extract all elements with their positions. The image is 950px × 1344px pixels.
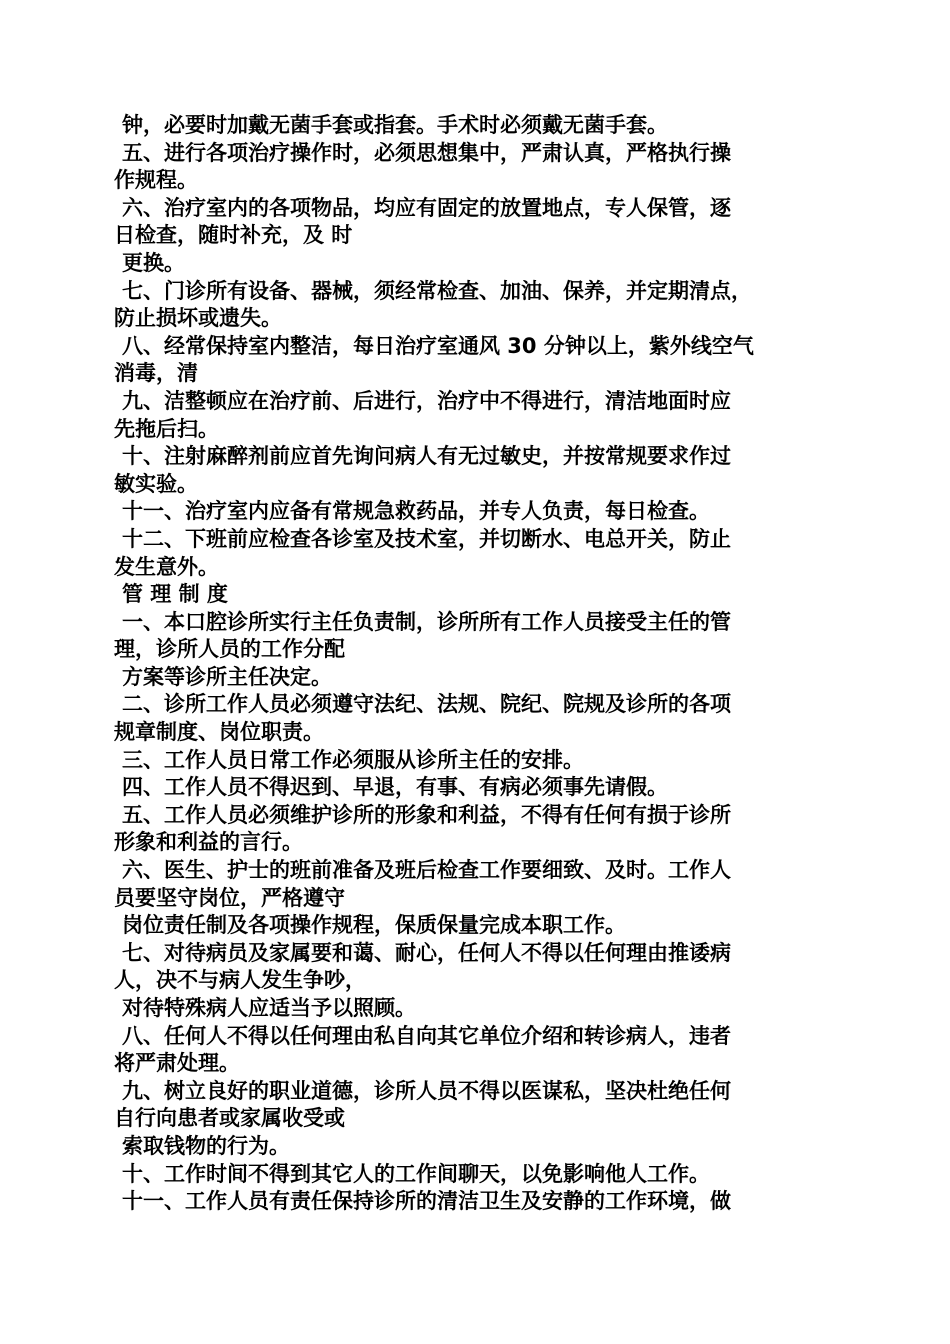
text-line: 一、本口腔诊所实行主任负责制，诊所所有工作人员接受主任的管 xyxy=(122,609,731,634)
text-line: 形象和利益的言行。 xyxy=(114,830,303,855)
text-line: 五、工作人员必须维护诊所的形象和利益，不得有任何有损于诊所 xyxy=(122,802,731,827)
text-line: 敏实验。 xyxy=(114,471,198,496)
text-line: 作规程。 xyxy=(114,168,198,193)
text-line: 十、工作时间不得到其它人的工作间聊天，以免影响他人工作。 xyxy=(122,1161,710,1186)
text-line: 岗位责任制及各项操作规程，保质保量完成本职工作。 xyxy=(122,913,626,938)
text-line: 对待特殊病人应适当予以照顾。 xyxy=(122,996,416,1020)
text-line: 九、树立良好的职业道德，诊所人员不得以医谋私，坚决杜绝任何 xyxy=(122,1078,731,1103)
text-line: 理，诊所人员的工作分配 xyxy=(114,637,345,662)
text-line: 规章制度、岗位职责。 xyxy=(114,720,324,745)
text-line: 员要坚守岗位，严格遵守 xyxy=(114,885,345,910)
text-line: 更换。 xyxy=(122,250,185,275)
text-line: 管 理 制 度 xyxy=(122,582,228,607)
text-line: 十二、下班前应检查各诊室及技术室，并切断水、电总开关，防止 xyxy=(122,526,731,551)
text-line: 八、任何人不得以任何理由私自向其它单位介绍和转诊病人，违者 xyxy=(122,1023,731,1048)
text-line: 将严肃处理。 xyxy=(114,1051,240,1076)
text-line: 发生意外。 xyxy=(114,554,219,579)
text-line: 十一、治疗室内应备有常规急救药品，并专人负责，每日检查。 xyxy=(122,499,710,524)
text-line: 七、门诊所有设备、器械，须经常检查、加油、保养，并定期清点， xyxy=(122,278,752,303)
text-line: 三、工作人员日常工作必须服从诊所主任的安排。 xyxy=(122,747,584,772)
text-line: 九、洁整顿应在治疗前、后进行，治疗中不得进行，清洁地面时应 xyxy=(122,388,731,413)
text-line: 自行向患者或家属收受或 xyxy=(114,1106,345,1131)
text-line: 四、工作人员不得迟到、早退，有事、有病必须事先请假。 xyxy=(122,775,668,800)
text-line: 日检查，随时补充，及 时 xyxy=(114,223,353,248)
text-line: 消毒，清 xyxy=(114,361,198,386)
text-line: 十一、工作人员有责任保持诊所的清洁卫生及安静的工作环境，做 xyxy=(122,1189,731,1214)
text-line: 索取钱物的行为。 xyxy=(122,1133,290,1158)
text-line: 六、医生、护士的班前准备及班后检查工作要细致、及时。工作人 xyxy=(122,858,731,883)
text-line: 方案等诊所主任决定。 xyxy=(122,664,332,689)
text-line: 六、治疗室内的各项物品，均应有固定的放置地点，专人保管，逐 xyxy=(122,195,731,220)
text-line: 人，决不与病人发生争吵， xyxy=(114,968,366,993)
text-line: 钟，必要时加戴无菌手套或指套。手术时必须戴无菌手套。 xyxy=(122,113,668,137)
text-line: 防止损坏或遗失。 xyxy=(114,306,282,331)
text-line: 五、进行各项治疗操作时，必须思想集中，严肃认真，严格执行操 xyxy=(122,140,731,165)
text-line: 二、诊所工作人员必须遵守法纪、法规、院纪、院规及诊所的各项 xyxy=(122,692,731,717)
text-line: 先拖后扫。 xyxy=(114,416,219,441)
document-body xyxy=(114,112,834,1216)
text-line: 十、注射麻醉剂前应首先询问病人有无过敏史，并按常规要求作过 xyxy=(122,444,731,469)
text-line: 七、对待病员及家属要和蔼、耐心，任何人不得以任何理由推诿病 xyxy=(122,940,731,965)
text-line: 八、经常保持室内整洁，每日治疗室通风 30 分钟以上，紫外线空气 xyxy=(122,333,754,358)
